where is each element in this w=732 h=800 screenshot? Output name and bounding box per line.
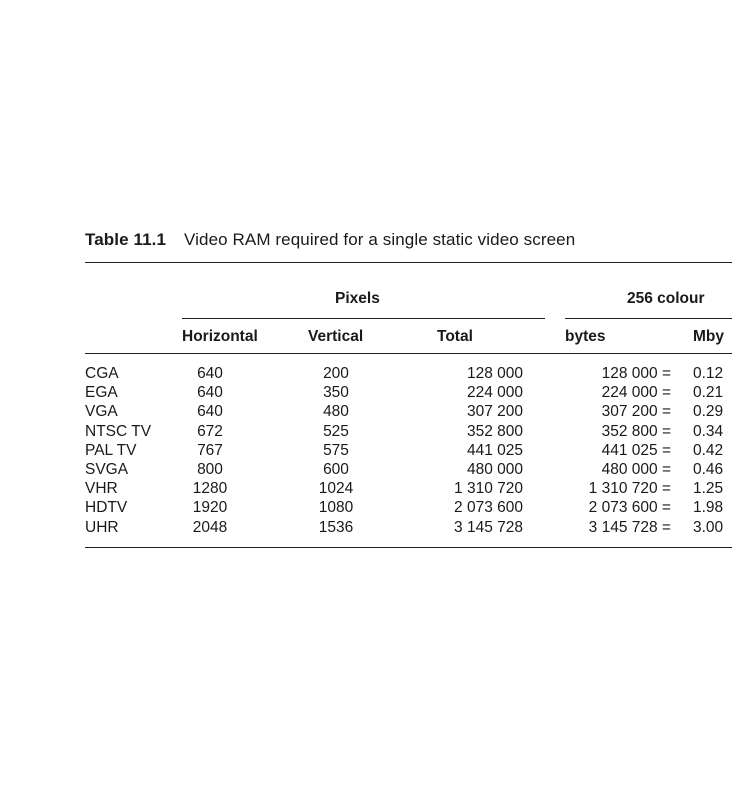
cell-total: 128 000 — [466, 365, 523, 382]
cell-horizontal: 800 — [197, 461, 223, 478]
cell-total: 224 000 — [466, 384, 523, 402]
cell-name: EGA — [85, 384, 118, 402]
cell-vertical: 480 — [323, 403, 349, 421]
colours-group-rule — [565, 318, 732, 319]
cell-bytes: 307 200 = — [601, 403, 671, 421]
cell-horizontal: 672 — [197, 422, 223, 440]
table-title: Video RAM required for a single static video screen — [184, 230, 576, 249]
cell-name: VGA — [85, 403, 118, 421]
column-header-horizontal: Horizontal — [182, 328, 258, 345]
cell-name: NTSC TV — [85, 422, 152, 440]
cell-vertical: 1536 — [318, 518, 354, 536]
cell-horizontal: 640 — [197, 403, 223, 421]
group-header-pixels: Pixels — [335, 290, 380, 307]
header-rule — [85, 353, 732, 354]
cell-horizontal: 767 — [197, 441, 223, 459]
cell-vertical: 525 — [323, 422, 349, 440]
cell-vertical: 600 — [323, 461, 349, 478]
cell-vertical: 1080 — [318, 499, 354, 517]
cell-name: HDTV — [85, 499, 128, 517]
column-header-vertical: Vertical — [308, 328, 364, 345]
cell-horizontal: 640 — [197, 384, 223, 402]
cell-horizontal: 1920 — [192, 499, 228, 517]
cell-total: 2 073 600 — [454, 499, 523, 517]
cell-bytes: 441 025 = — [601, 441, 671, 459]
cell-total: 441 025 — [466, 441, 523, 459]
cell-name: PAL TV — [85, 441, 137, 459]
cell-mbytes: 1.98 — [693, 499, 724, 517]
cell-total: 307 200 — [466, 403, 523, 421]
cell-bytes: 2 073 600 = — [588, 499, 671, 517]
cell-name: UHR — [85, 518, 119, 536]
cell-mbytes: 0.21 — [693, 384, 724, 402]
cell-mbytes: 3.00 — [693, 518, 724, 536]
column-header-mbytes: Mby — [693, 328, 724, 345]
table-caption — [85, 230, 575, 250]
cell-name: SVGA — [85, 461, 129, 478]
top-rule — [85, 262, 732, 263]
cell-vertical: 1024 — [318, 480, 354, 498]
cell-bytes: 1 310 720 = — [588, 480, 671, 498]
group-header-colours: 256 colour — [627, 290, 705, 307]
cell-vertical: 350 — [323, 384, 349, 402]
cell-bytes: 128 000 = — [601, 365, 671, 382]
column-header-total: Total — [437, 328, 473, 345]
cell-mbytes: 1.25 — [693, 480, 724, 498]
cell-bytes: 224 000 = — [601, 384, 671, 402]
cell-horizontal: 640 — [197, 365, 223, 382]
cell-mbytes: 0.29 — [693, 403, 724, 421]
cell-bytes: 480 000 = — [601, 461, 671, 478]
cell-bytes: 352 800 = — [601, 422, 671, 440]
bottom-rule — [85, 547, 732, 548]
cell-name: CGA — [85, 365, 119, 382]
table-number: Table 11.1 — [85, 230, 167, 249]
cell-horizontal: 2048 — [192, 518, 228, 536]
cell-total: 3 145 728 — [454, 518, 523, 536]
cell-mbytes: 0.12 — [693, 365, 724, 382]
cell-total: 352 800 — [466, 422, 523, 440]
column-header-bytes: bytes — [565, 328, 606, 345]
cell-name: VHR — [85, 480, 118, 498]
cell-total: 480 000 — [466, 461, 523, 478]
pixels-group-rule — [182, 318, 545, 319]
cell-horizontal: 1280 — [192, 480, 228, 498]
cell-vertical: 575 — [323, 441, 349, 459]
cell-mbytes: 0.46 — [693, 461, 724, 478]
cell-vertical: 200 — [323, 365, 349, 382]
cell-mbytes: 0.34 — [693, 422, 724, 440]
cell-mbytes: 0.42 — [693, 441, 724, 459]
cell-bytes: 3 145 728 = — [588, 518, 671, 536]
cell-total: 1 310 720 — [454, 480, 523, 498]
